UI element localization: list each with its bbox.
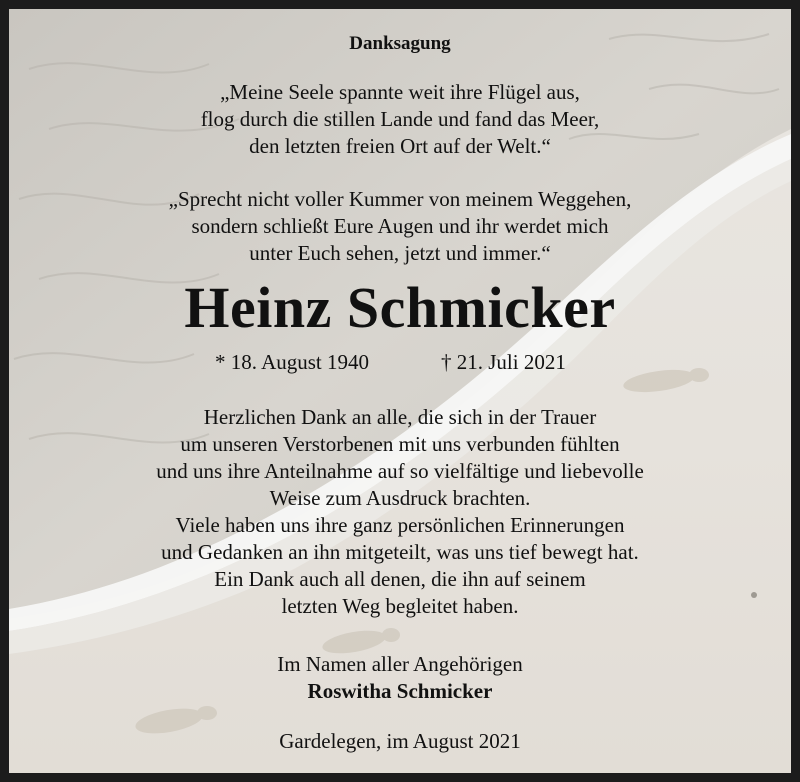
- signature-intro: Im Namen aller Angehörigen: [277, 652, 523, 676]
- death-date: † 21. Juli 2021: [441, 350, 566, 374]
- quote-line: „Meine Seele spannte weit ihre Flügel aus,: [220, 80, 580, 104]
- place-date: Gardelegen, im August 2021: [279, 729, 521, 753]
- quote-line: den letzten freien Ort auf der Welt.“: [249, 134, 551, 158]
- thanks-line: Herzlichen Dank an alle, die sich in der Trauer: [203, 405, 597, 429]
- thanks-line: Ein Dank auch all denen, die ihn auf seinem: [214, 567, 586, 591]
- thanks-line: und Gedanken an ihn mitgeteilt, was uns tief bewegt hat.: [161, 540, 639, 564]
- signature-name: Roswitha Schmicker: [307, 679, 493, 703]
- announcement-title: Danksagung: [349, 33, 451, 54]
- quote-line: flog durch die stillen Lande und fand das Meer,: [200, 107, 600, 131]
- obituary-text: [9, 9, 791, 773]
- thanks-line: um unseren Verstorbenen mit uns verbunden fühlten: [180, 432, 620, 456]
- thanks-line: Viele haben uns ihre ganz persönlichen Erinnerungen: [175, 513, 625, 537]
- obituary-card: [9, 9, 791, 773]
- quote-line: „Sprecht nicht voller Kummer von meinem Weggehen,: [168, 187, 632, 211]
- thanks-line: letzten Weg begleitet haben.: [281, 594, 519, 618]
- thanks-line: und uns ihre Anteilnahme auf so vielfältige und liebevolle: [156, 459, 644, 483]
- thanks-line: Weise zum Ausdruck brachten.: [269, 486, 531, 510]
- deceased-name: Heinz Schmicker: [184, 275, 616, 340]
- quote-line: sondern schließt Eure Augen und ihr werdet mich: [191, 214, 609, 238]
- quote-line: unter Euch sehen, jetzt und immer.“: [249, 241, 551, 265]
- birth-date: * 18. August 1940: [215, 350, 370, 374]
